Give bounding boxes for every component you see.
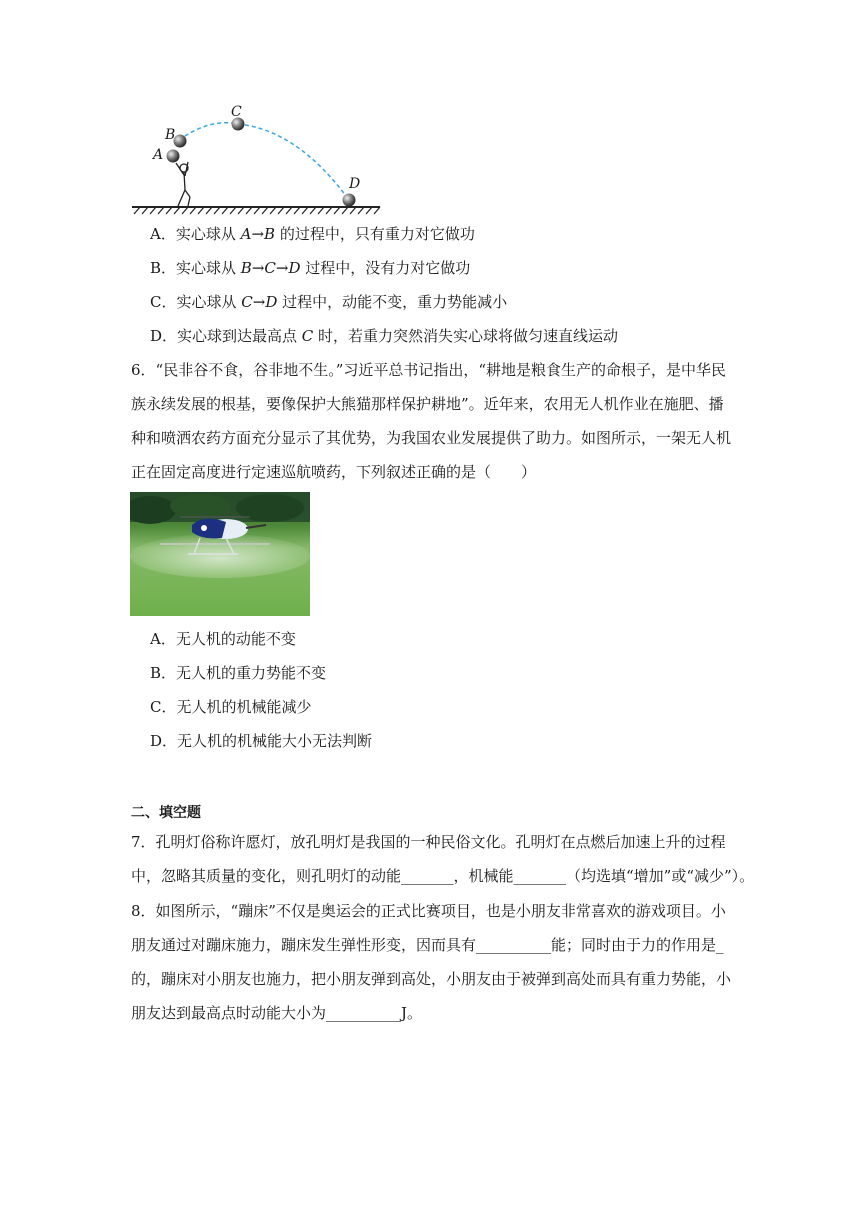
q5-option-c <box>150 292 507 312</box>
q5-option-b-p3: D <box>288 259 301 277</box>
q5-option-c-arrow: → <box>252 293 266 311</box>
q6-option-d: D．无人机的机械能大小无法判断 <box>150 732 373 750</box>
label-b: B <box>165 127 176 143</box>
q5-option-d-suffix: 时，若重力突然消失实心球将做匀速直线运动 <box>313 327 619 345</box>
label-c: C <box>231 104 242 120</box>
thrower-figure <box>176 162 190 206</box>
q6-option-c: C．无人机的机械能减少 <box>150 698 312 716</box>
ball-a <box>167 150 180 163</box>
section-fill-in-title: 二、填空题 <box>131 805 201 821</box>
q5-option-a <box>150 224 475 244</box>
q5-option-b-arrow2: → <box>275 259 289 277</box>
q5-option-d-point: C <box>301 327 314 345</box>
q8-line-4: 朋友达到最高点时动能大小为__________J。 <box>131 1004 423 1022</box>
q5-option-b <box>150 258 470 278</box>
q5-option-b-suffix: 过程中，没有力对它做功 <box>300 259 471 277</box>
q5-option-c-to: D <box>265 293 278 311</box>
trajectory-path <box>179 123 349 200</box>
label-d: D <box>349 176 361 192</box>
label-a: A <box>153 147 164 163</box>
q5-option-d <box>150 326 618 346</box>
drone-spraying-photo <box>130 492 310 616</box>
q5-option-b-prefix: B．实心球从 <box>150 259 241 277</box>
q6-option-b: B．无人机的重力势能不变 <box>150 664 327 682</box>
q7-line-1: 7．孔明灯俗称许愿灯，放孔明灯是我国的一种民俗文化。孔明灯在点燃后加速上升的过程 <box>131 833 726 851</box>
ball-b <box>174 135 187 148</box>
ball-trajectory-figure <box>128 96 388 218</box>
q6-line-4: 正在固定高度进行定速巡航喷药，下列叙述正确的是（ ） <box>131 463 537 481</box>
q5-option-b-arrow1: → <box>251 259 265 277</box>
q8-line-2: 朋友通过对蹦床施力，蹦床发生弹性形变，因而具有__________能；同时由于力的作用是_ <box>131 936 724 954</box>
q6-line-1: 6．“民非谷不食，谷非地不生。”习近平总书记指出，“耕地是粮食生产的命根子，是中华民 <box>131 361 727 379</box>
q5-option-a-from: A <box>240 225 252 243</box>
q6-option-a: A．无人机的动能不变 <box>150 630 296 648</box>
q5-option-a-prefix: A．实心球从 <box>150 225 241 243</box>
q6-line-3: 种和喷洒农药方面充分显示了其优势，为我国农业发展提供了助力。如图所示，一架无人机 <box>131 429 732 447</box>
q5-option-b-p1: B <box>240 259 252 277</box>
q5-option-a-suffix: 的过程中，只有重力对它做功 <box>275 225 475 243</box>
q5-option-a-to: B <box>264 225 276 243</box>
q6-line-2: 族永续发展的根基，要像保护大熊猫那样保护耕地”。近年来，农用无人机作业在施肥、播 <box>131 395 724 413</box>
q5-option-a-arrow: → <box>251 225 265 243</box>
q5-option-d-prefix: D．实心球到达最高点 <box>150 327 302 345</box>
ground-hatching <box>134 207 380 214</box>
q5-option-c-suffix: 过程中，动能不变，重力势能减小 <box>277 293 508 311</box>
q5-option-c-prefix: C．实心球从 <box>150 293 242 311</box>
q5-option-c-from: C <box>241 293 253 311</box>
q7-line-2: 中，忽略其质量的变化，则孔明灯的动能_______，机械能_______（均选填“增加”或“减少”）。 <box>131 867 755 885</box>
ball-d <box>343 194 356 207</box>
q8-line-1: 8．如图所示，“蹦床”不仅是奥运会的正式比赛项目，也是小朋友非常喜欢的游戏项目。小 <box>131 902 726 920</box>
q8-line-3: 的，蹦床对小朋友也施力，把小朋友弹到高处，小朋友由于被弹到高处而具有重力势能，小 <box>131 970 732 988</box>
q5-option-b-p2: C <box>264 259 276 277</box>
